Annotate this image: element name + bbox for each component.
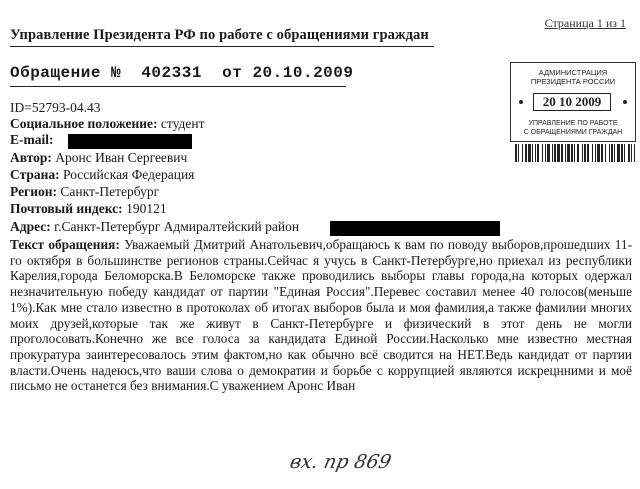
barcode-bar bbox=[537, 144, 539, 162]
barcode-bar bbox=[617, 144, 620, 162]
id-line: ID=52793-04.43 bbox=[10, 100, 101, 115]
barcode-bar bbox=[554, 144, 556, 162]
header-title: Управление Президента РФ по работе с обращениями граждан bbox=[10, 27, 429, 43]
text-label: Текст обращения: bbox=[10, 237, 120, 252]
barcode-bar bbox=[552, 144, 553, 162]
barcode-bar bbox=[525, 144, 527, 162]
appeal-text bbox=[10, 237, 632, 394]
barcode-bar bbox=[628, 144, 630, 162]
appeal-date: 20.10.2009 bbox=[252, 64, 354, 82]
barcode-bar bbox=[582, 144, 583, 162]
social-value: студент bbox=[157, 116, 205, 131]
social-status-line bbox=[10, 116, 205, 132]
barcode bbox=[515, 144, 635, 162]
stamp-top-text: АДМИНИСТРАЦИЯ ПРЕЗИДЕНТА РОССИИ bbox=[530, 68, 616, 86]
barcode-bar bbox=[611, 144, 613, 162]
barcode-bar bbox=[605, 144, 606, 162]
barcode-bar bbox=[542, 144, 543, 162]
barcode-bar bbox=[577, 144, 579, 162]
address-label: Адрес: bbox=[10, 219, 51, 234]
author-value: Аронс Иван Сергеевич bbox=[51, 150, 188, 165]
barcode-bar bbox=[567, 144, 570, 162]
barcode-bar bbox=[528, 144, 531, 162]
barcode-bar bbox=[545, 144, 546, 162]
barcode-bar bbox=[634, 144, 635, 162]
barcode-bar bbox=[515, 144, 517, 162]
barcode-bar bbox=[561, 144, 563, 162]
barcode-bar bbox=[518, 144, 519, 162]
postal-value: 190121 bbox=[122, 201, 167, 216]
barcode-bar bbox=[565, 144, 566, 162]
region-value: Санкт-Петербург bbox=[57, 184, 160, 199]
barcode-bar bbox=[574, 144, 575, 162]
stamp-bottom-text: УПРАВЛЕНИЕ ПО РАБОТЕ С ОБРАЩЕНИЯМИ ГРАЖДАН bbox=[523, 120, 623, 136]
barcode-bar bbox=[532, 144, 533, 162]
barcode-bar bbox=[595, 144, 596, 162]
stamp-date: 20 10 2009 bbox=[533, 93, 611, 111]
author-line bbox=[10, 150, 187, 166]
appeal-label: Обращение № bbox=[10, 64, 122, 82]
barcode-bar bbox=[571, 144, 573, 162]
barcode-bar bbox=[557, 144, 560, 162]
handwritten-note-text: вх. пр 869 bbox=[287, 450, 394, 473]
country-label: Страна: bbox=[10, 167, 60, 182]
barcode-bar bbox=[592, 144, 593, 162]
barcode-bar bbox=[614, 144, 615, 162]
region-line bbox=[10, 184, 159, 200]
country-line bbox=[10, 167, 194, 183]
appeal-heading bbox=[10, 64, 353, 82]
stamp-dot-left bbox=[519, 100, 523, 104]
barcode-bar bbox=[609, 144, 610, 162]
appeal-from: от bbox=[222, 64, 243, 82]
country-value: Российская Федерация bbox=[59, 167, 195, 182]
postal-line bbox=[10, 201, 167, 217]
appeal-rule bbox=[10, 86, 346, 87]
stamp-dot-right bbox=[623, 100, 627, 104]
postal-label: Почтовый индекс: bbox=[10, 201, 123, 216]
header-rule bbox=[10, 46, 434, 47]
barcode-bar bbox=[601, 144, 603, 162]
handwritten-note bbox=[285, 440, 415, 480]
text-body: Уважаемый Дмитрий Анатольевич,обращаюсь к вам по поводу выборов,прошедших 11-го октября в большинстве регионов страны.Сейчас я учусь в Санкт-Петербурге,но приехал из республики Карелия,города Беломорска.В Беломорске также проводились выборы главы города,на которых одержал незначительную победу кандидат от партии "Единая Россия".Перевес составил менее 40 голосов(меньше 1%).Как мне стало известно в протоколах об итогах выборов была и моя фамилия,а также фамилии многих моих друзей,которые так же живут в Санкт-Петербурге и физический в этот день не могли проголосовать.Конечно же все голоса за кандидата Единой России.Насколько мне известно местная прокуратура заинтересовалось этим фактом,но как обычно всё сводится на НЕТ.Ведь кандидат от партии власти.Очень надеюсь,что ваши слова о демократии и борьбе с коррупцией являются искрецнними и моё письмо не останется без внимания.С уважением Аронс Иван bbox=[10, 237, 633, 394]
appeal-number: 402331 bbox=[141, 64, 202, 82]
region-label: Регион: bbox=[10, 184, 57, 199]
barcode-bar bbox=[624, 144, 625, 162]
barcode-bar bbox=[631, 144, 632, 162]
barcode-bar bbox=[621, 144, 623, 162]
barcode-bar bbox=[587, 144, 589, 162]
barcode-bar bbox=[535, 144, 536, 162]
address-value: г.Санкт-Петербург Адмиралтейский район bbox=[50, 219, 300, 234]
email-line bbox=[10, 132, 54, 148]
registration-stamp bbox=[510, 62, 636, 142]
email-redaction bbox=[68, 134, 192, 149]
social-label: Социальное положение: bbox=[10, 116, 158, 131]
page-label: Страница 1 из 1 bbox=[544, 16, 626, 30]
barcode-bar bbox=[597, 144, 600, 162]
barcode-bar bbox=[522, 144, 523, 162]
email-label: E-mail: bbox=[10, 132, 54, 147]
address-redaction bbox=[330, 221, 500, 236]
barcode-bar bbox=[584, 144, 586, 162]
author-label: Автор: bbox=[10, 150, 52, 165]
barcode-bar bbox=[547, 144, 550, 162]
address-line bbox=[10, 219, 299, 235]
